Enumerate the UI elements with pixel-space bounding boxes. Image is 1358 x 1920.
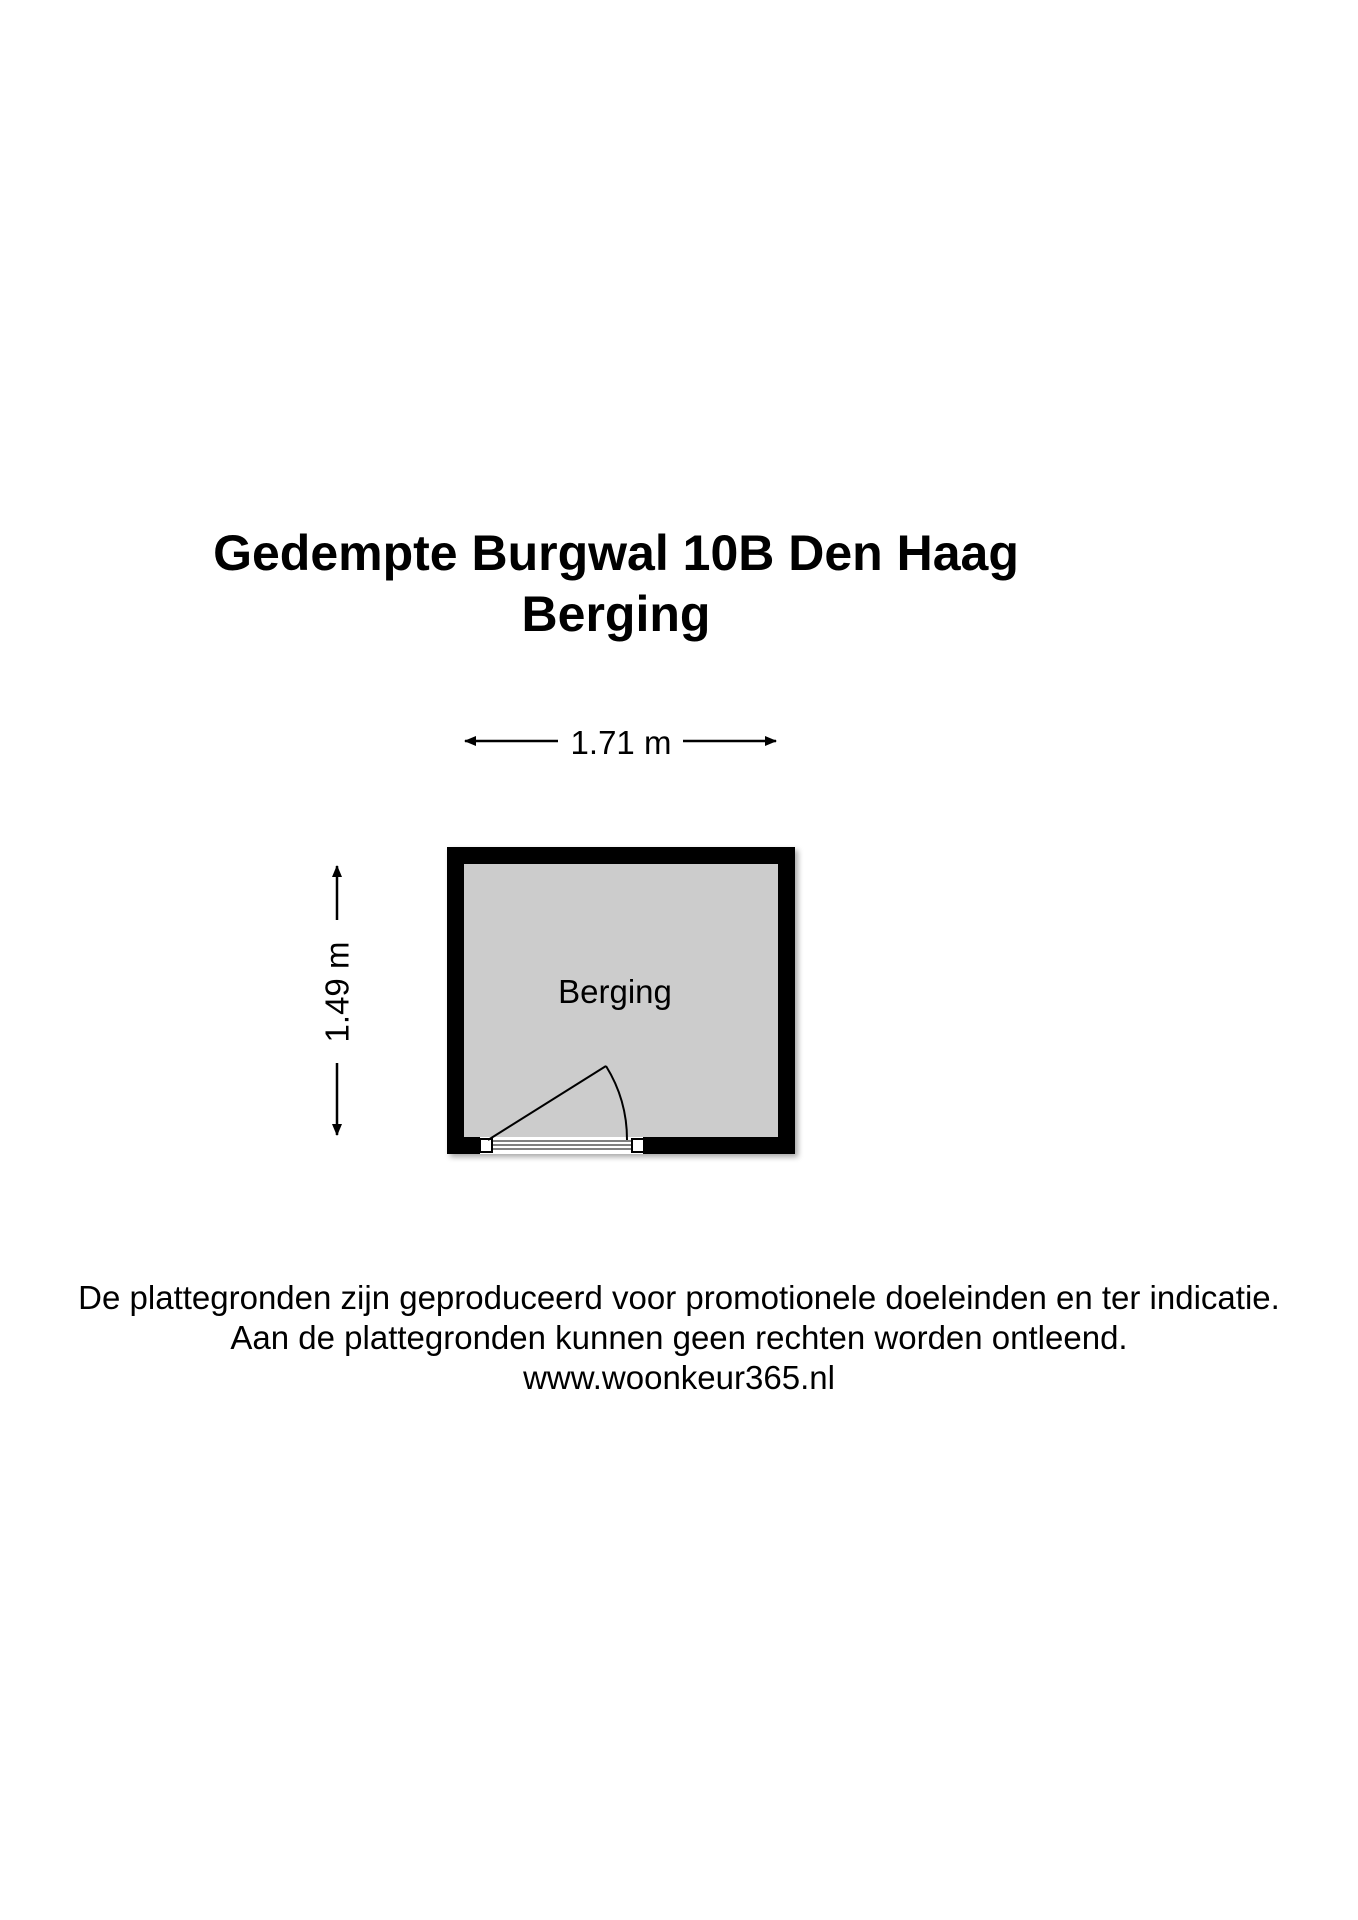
width-dimension	[465, 724, 776, 761]
door-jamb-left	[480, 1139, 492, 1152]
floor-title: Berging	[521, 586, 711, 642]
website-text: www.woonkeur365.nl	[523, 1359, 835, 1396]
room-label: Berging	[558, 973, 672, 1010]
door-jamb-right	[632, 1139, 644, 1152]
disclaimer-line-2: Aan de plattegronden kunnen geen rechten worden ontleend.	[230, 1319, 1128, 1356]
address-title: Gedempte Burgwal 10B Den Haag	[213, 525, 1019, 581]
width-label: 1.71 m	[570, 724, 672, 761]
height-dimension	[319, 866, 356, 1135]
disclaimer	[0, 1278, 1358, 1398]
disclaimer-line-1: De plattegronden zijn geproduceerd voor promotionele doeleinden en ter indicatie.	[78, 1279, 1280, 1316]
height-label: 1.49 m	[318, 941, 356, 1043]
